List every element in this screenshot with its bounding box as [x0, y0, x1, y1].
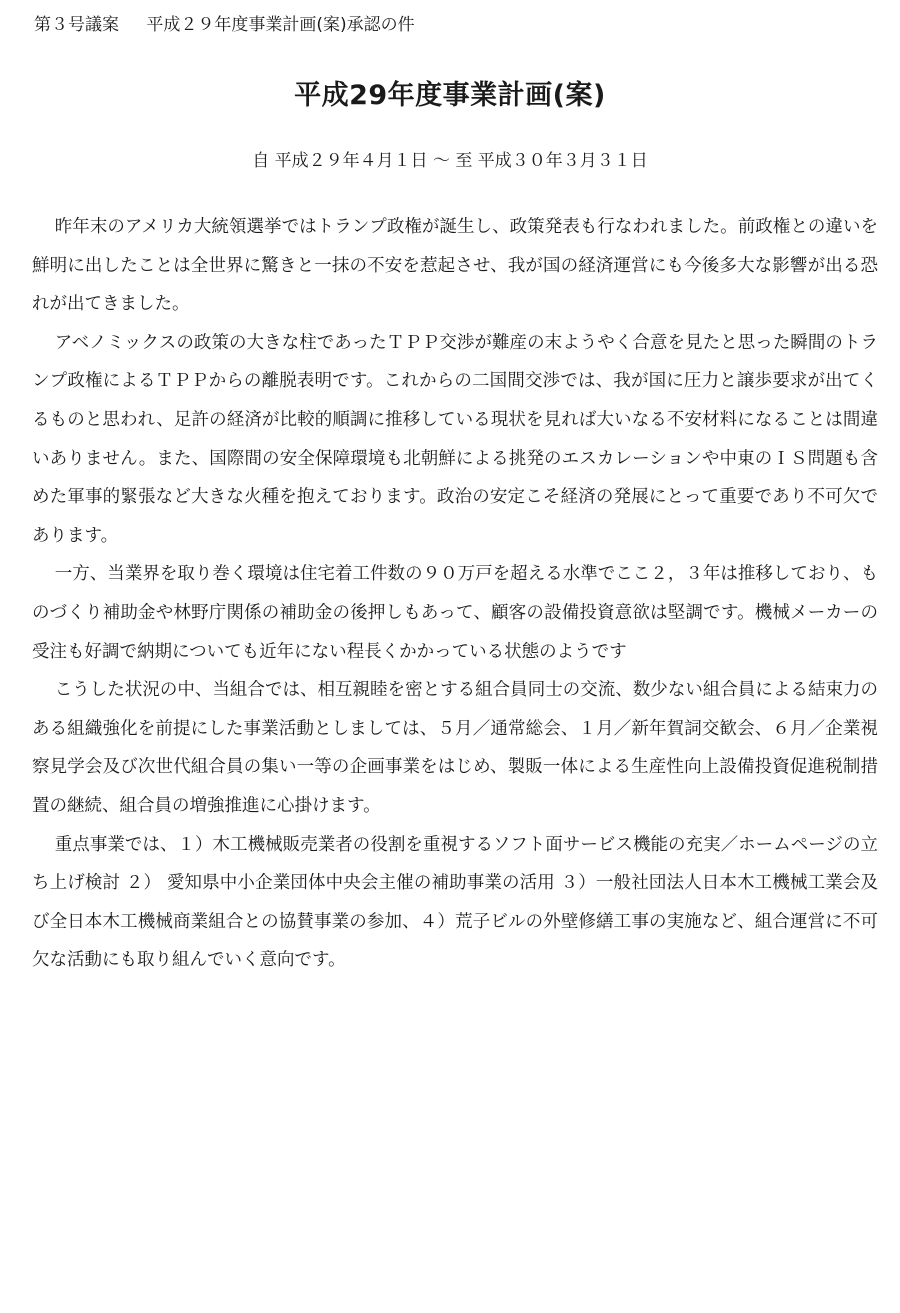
agenda-header [34, 12, 415, 38]
document-title: 平成29年度事業計画(案) [294, 80, 606, 111]
agenda-subject: 平成２９年度事業計画(案)承認の件 [146, 15, 415, 35]
paragraph-5: 重点事業では、１）木工機械販売業者の役割を重視するソフト面サービス機能の充実／ホームページの立ち上げ検討 ２） 愛知県中小企業団体中央会主催の補助事業の活用 ３）一般社団法人日本木工機械工業会及び全日本木工機械商業組合との協賛事業の参加、４）荒子ビルの外壁修繕工事の実施など、組合運営に不可欠な活動にも取り組んでいく意向です。 [32, 834, 878, 971]
paragraph-1: 昨年末のアメリカ大統領選挙ではトランプ政権が誕生し、政策発表も行なわれました。前政権との違いを鮮明に出したことは全世界に驚きと一抹の不安を惹起させ、我が国の経済運営にも今後多大な影響が出る恐れが出てきました。 [32, 217, 878, 315]
paragraph-3: 一方、当業界を取り巻く環境は住宅着工件数の９０万戸を超える水準でここ２，３年は推移しており、ものづくり補助金や林野庁関係の補助金の後押しもあって、顧客の設備投資意欲は堅調です。機械メーカーの受注も好調で納期についても近年にない程長くかかっている状態のようです [32, 564, 878, 662]
agenda-number: 第３号議案 [34, 15, 119, 35]
fiscal-period: 自 平成２９年４月１日 〜 至 平成３０年３月３１日 [252, 151, 648, 171]
paragraph-4: こうした状況の中、当組合では、相互親睦を密とする組合員同士の交流、数少ない組合員による結束力のある組織強化を前提にした事業活動としましては、５月／通常総会、１月／新年賀詞交歓会、６月／企業視察見学会及び次世代組合員の集い一等の企画事業をはじめ、製販一体による生産性向上設備投資促進税制措置の継続、組合員の増強推進に心掛けます。 [32, 680, 878, 816]
paragraph-2: アベノミックスの政策の大きな柱であったＴＰＰ交渉が難産の末ようやく合意を見たと思った瞬間のトランプ政権によるＴＰＰからの離脱表明です。これからの二国間交渉では、我が国に圧力と譲歩要求が出てくるものと思われ、足許の経済が比較的順調に推移している現状を見れば大いなる不安材料になることは間違いありません。また、国際間の安全保障環境も北朝鮮による挑発のエスカレーションや中東のＩＳ問題も含めた軍事的緊張など大きな火種を抱えております。政治の安定こそ経済の発展にとって重要であり不可欠であります。 [32, 332, 878, 546]
body-text [32, 208, 878, 980]
